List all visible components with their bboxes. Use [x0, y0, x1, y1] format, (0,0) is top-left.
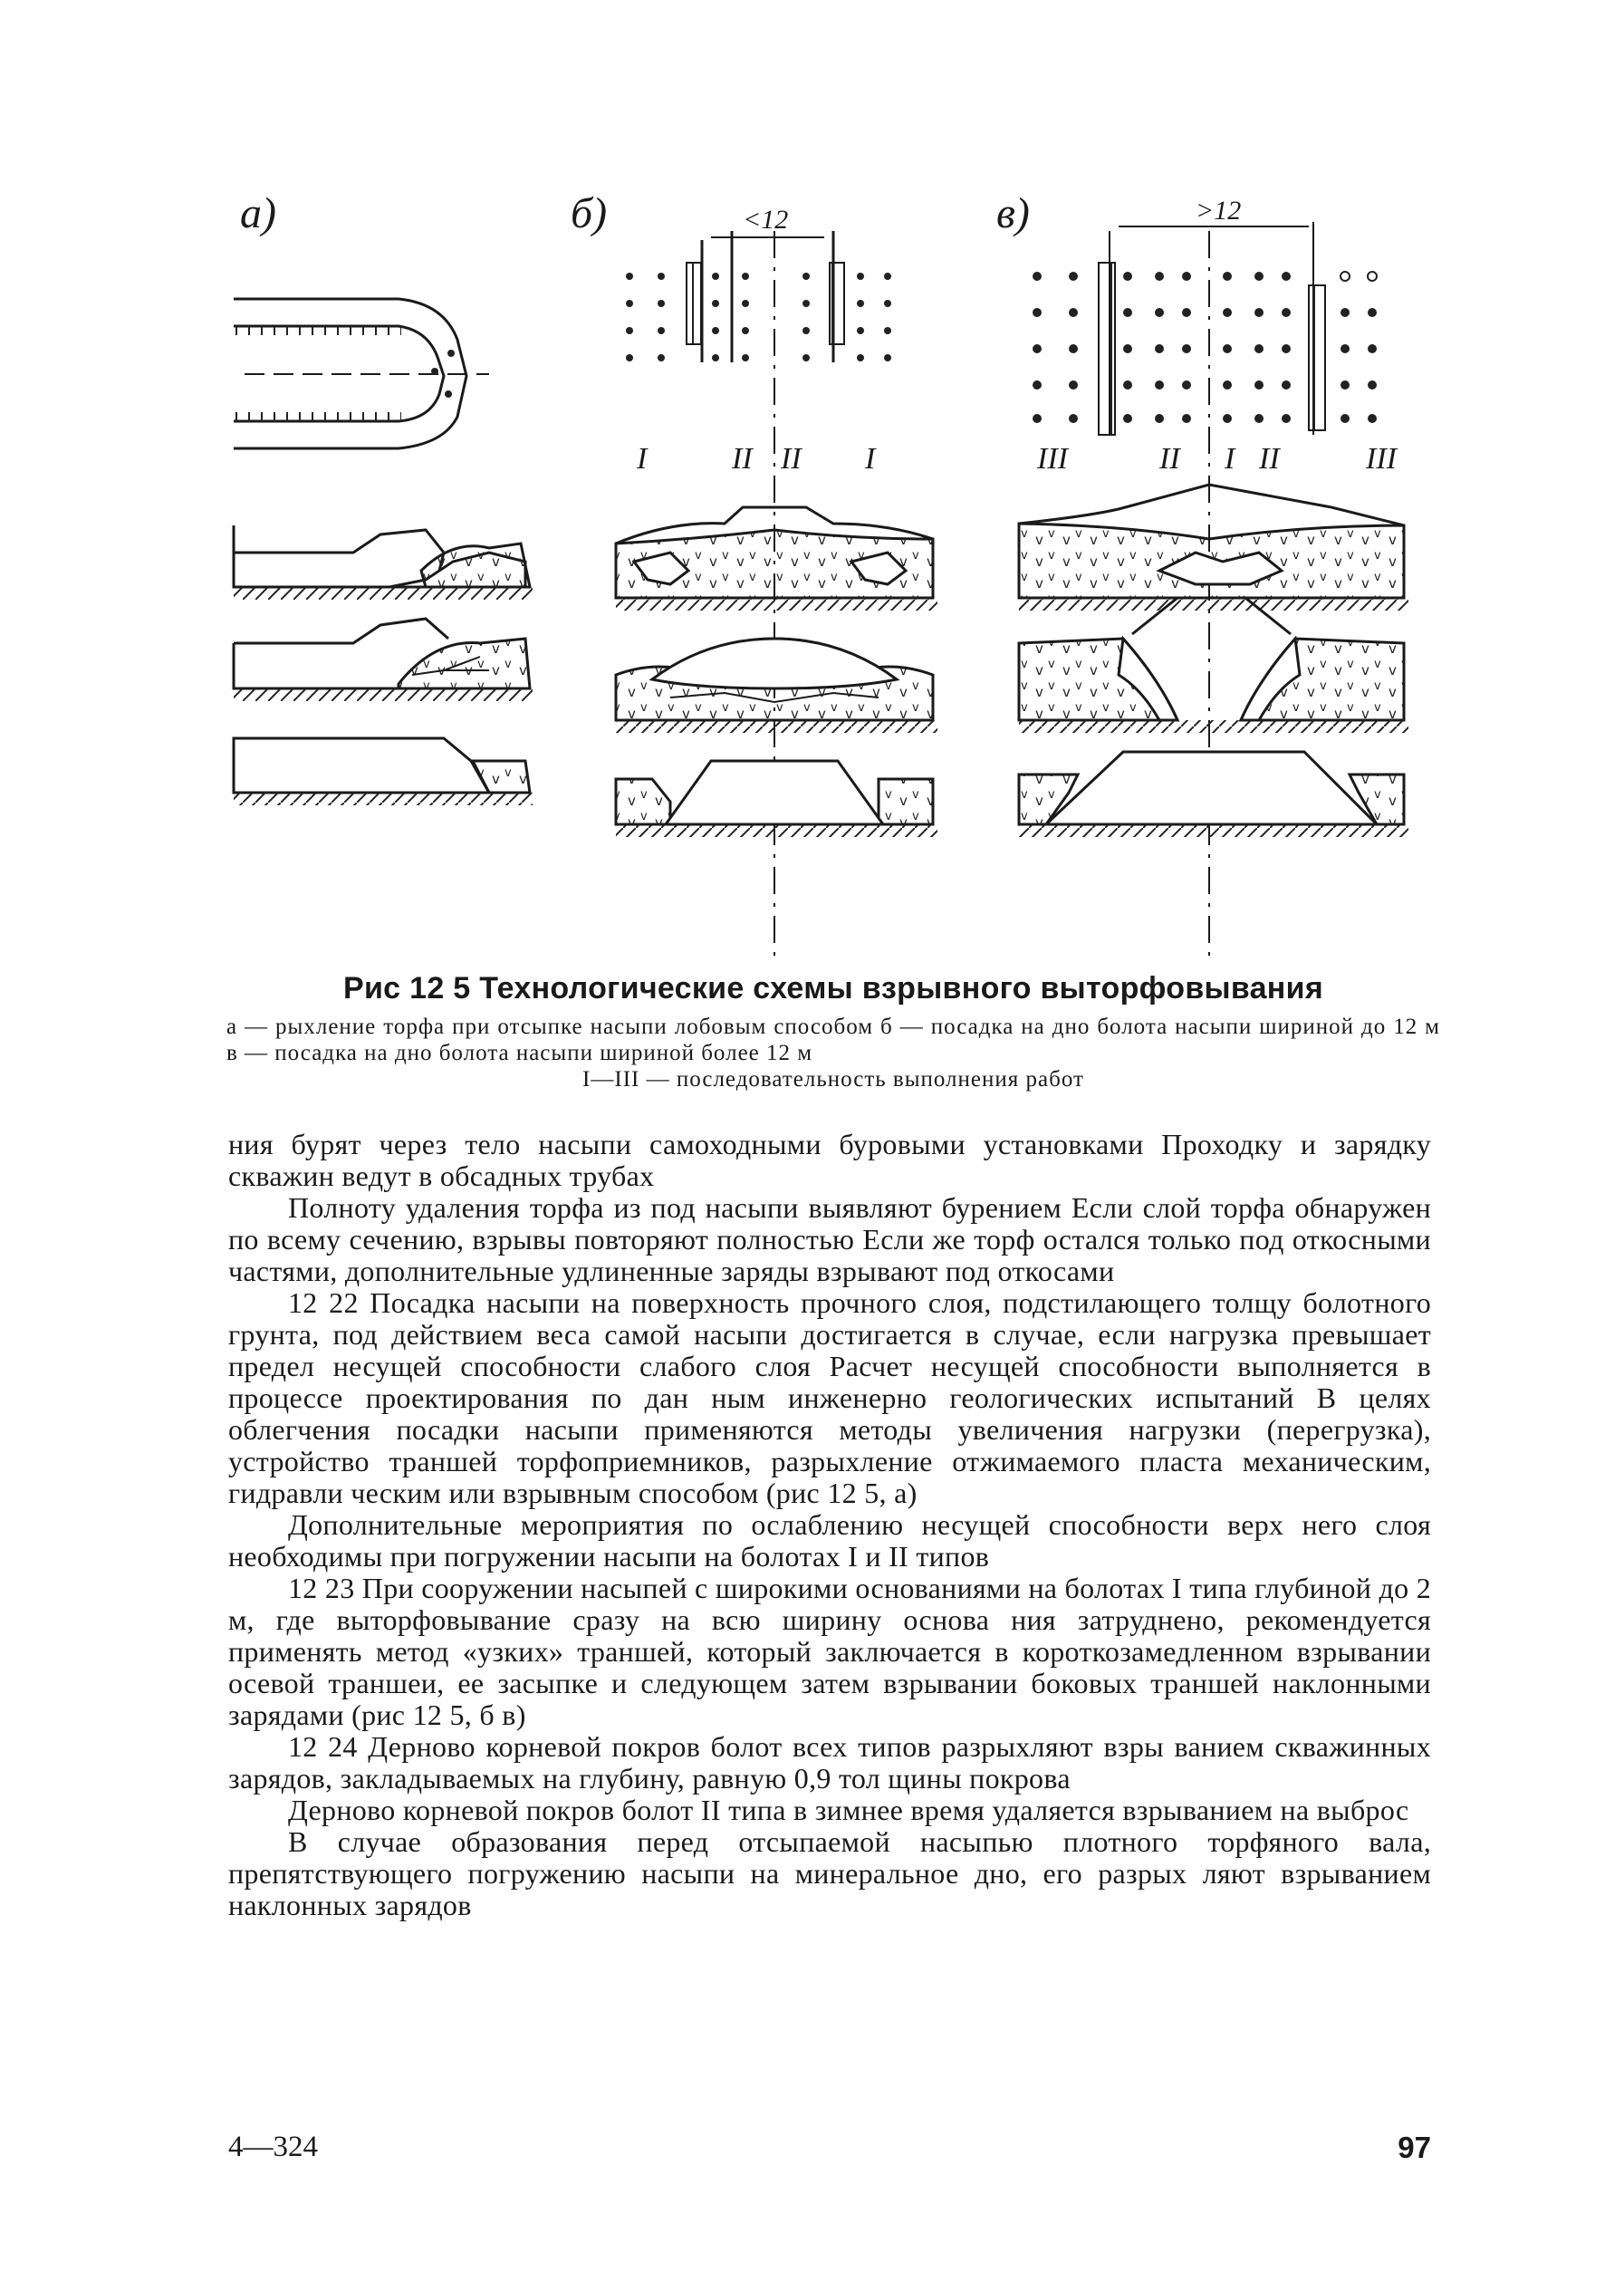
panel-a-stage-2	[234, 619, 533, 701]
panel-a-label: а)	[240, 189, 276, 237]
panel-b-order-4: I	[865, 442, 876, 476]
page-footer	[228, 2131, 1431, 2167]
paragraph: В случае образования перед отсыпаемой насыпью плотного торфяного вала, препятствующего погружению насыпи на минеральное дно, его разрых ляют взрыванием наклонных зарядов	[228, 1825, 1431, 1921]
body-text	[228, 1129, 1431, 1921]
panel-c-order-5: III	[1366, 442, 1397, 476]
panel-c-stage-2	[1019, 598, 1408, 733]
panel-c-order-2: II	[1159, 442, 1180, 476]
panel-a-plan	[234, 299, 489, 448]
paragraph: Дополнительные мероприятия по ослаблению несущей способности верх него слоя необходимы при погружении насыпи на болотах I и II типов	[228, 1508, 1431, 1573]
panel-c-order-4: II	[1259, 442, 1280, 476]
panel-c-stage-1	[1019, 485, 1408, 611]
panel-b-dimension: <12	[743, 205, 789, 235]
paragraph: Полноту удаления торфа из под насыпи выявляют бурением Если слой торфа обнаружен по всему сечению, взрывы повторяют полностью Если же торф остался только под откосными частями, дополнительные удлиненные заряды взрывают под откосами	[228, 1191, 1431, 1287]
panel-c-order-3: I	[1225, 442, 1235, 476]
panel-b-order-3: II	[781, 442, 802, 476]
page-number: 97	[1398, 2131, 1431, 2164]
figure-caption	[226, 971, 1440, 1092]
signature-code: 4—324	[228, 2131, 318, 2163]
panel-c-stage-3	[1019, 752, 1408, 837]
caption-legend-order: I—III — последовательность выполнения работ	[582, 1067, 1084, 1092]
panel-c-order-1: III	[1037, 442, 1068, 476]
paragraph: Дерново корневой покров болот II типа в зимнее время удаляется взрыванием на выброс	[288, 1794, 1409, 1826]
panel-b-stage-2	[616, 639, 937, 733]
panel-b-order-2: II	[732, 442, 753, 476]
panel-c-label: в)	[996, 189, 1030, 237]
paragraph: ния бурят через тело насыпи самоходными буровыми установками Проходку и зарядку скважин ведут в обсадных трубах	[228, 1128, 1431, 1192]
panel-b-stage-3	[616, 761, 937, 837]
figure-12-5	[217, 181, 1467, 978]
panel-b-label: б)	[571, 189, 608, 237]
caption-legend: а — рыхление торфа при отсыпке насыпи лобовым способом б — посадка на дно болота насыпи шириной до 12 м в — посадка на дно болота насыпи шириной более 12 м	[226, 1015, 1440, 1065]
paragraph: 12 23 При сооружении насыпей с широкими основаниями на болотах I типа глубиной до 2 м, где выторфовывание сразу на всю ширину основа ния затруднено, рекомендуется применять метод «узких» траншей, который заключается в короткозамедленном взрывании осевой траншеи, ее засыпке и следующем затем взрывании боковых траншей наклонными зарядами (рис 12 5, б в)	[228, 1572, 1432, 1731]
panel-c-dimension: >12	[1196, 196, 1242, 226]
panel-b-stage-1	[616, 507, 937, 611]
paragraph: 12 24 Дерново корневой покров болот всех типов разрыхляют взры ванием скважинных зарядов, закладываемых на глубину, равную 0,9 тол щины покрова	[228, 1730, 1431, 1795]
panel-a-stage-1	[234, 525, 533, 600]
paragraph: 12 22 Посадка насыпи на поверхность прочного слоя, подстилающего толщу болотного грунта, под действием веса самой насыпи достигается в случае, если нагрузка превышает предел несущей способности слабого слоя Расчет несущей способности выполняется в процессе проектирования по дан ным инженерно геологических испытаний В целях облегчения посадки насыпи применяются методы увеличения нагрузки (перегрузка), устройство траншей торфоприемников, разрыхление отжимаемого пласта механическим, гидравли ческим или взрывным способом (рис 12 5, а)	[228, 1286, 1431, 1509]
blasting-schemes-drawing	[217, 181, 1467, 978]
panel-b-order-1: I	[637, 442, 648, 476]
caption-title: Рис 12 5 Технологические схемы взрывного выторфовывания	[342, 971, 1323, 1006]
panel-a-stage-3	[234, 738, 533, 805]
